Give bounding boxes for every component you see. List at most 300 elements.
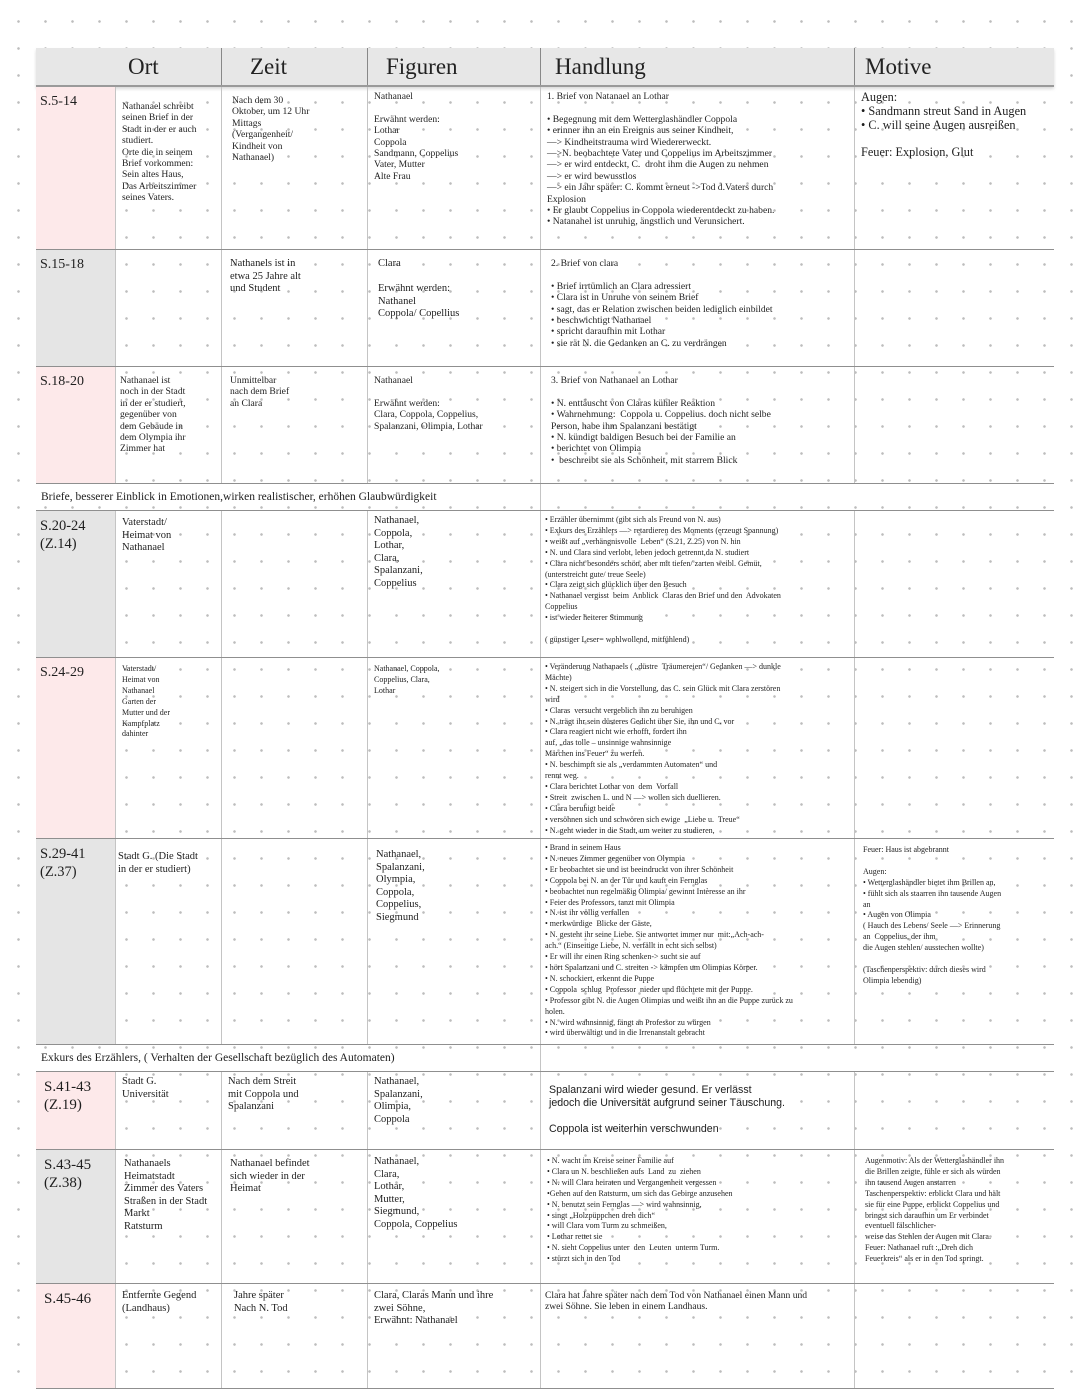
text-line: • Clara reagiert nicht wie erhofft, fordert ihn [545, 727, 687, 737]
text-line: Nathanael) [232, 152, 275, 164]
text-line: • wird überwältigt und in die Irrenanstalt gebracht [545, 1028, 705, 1038]
text-line: Nach dem 30 [232, 95, 284, 106]
page-cell [36, 250, 116, 366]
zeit-text [222, 250, 367, 296]
note-divider [540, 1045, 541, 1071]
figuren-text [368, 658, 540, 697]
text-line: gegenüber von [120, 409, 177, 421]
text-line [551, 269, 850, 280]
page-cell [36, 511, 116, 657]
zeit-text [222, 1150, 367, 1196]
text-line: Nathanael ist [120, 375, 171, 386]
text-line: Nathanael, [374, 1156, 420, 1167]
table-row [36, 658, 1054, 839]
zeit-text [222, 511, 367, 515]
ort-text [116, 839, 221, 876]
ort-text [116, 1284, 221, 1315]
figuren-text [368, 1072, 540, 1126]
text-line: • Lothar rettet sie [547, 1232, 603, 1242]
table-row [36, 511, 1054, 658]
handlung-text [541, 1072, 854, 1136]
motive-cell [855, 1150, 1054, 1283]
text-line: • fühlt sich als staarren ihn tausende Augen [863, 888, 1002, 898]
figuren-cell [368, 1284, 541, 1388]
text-line: Orte die in seinem [122, 146, 193, 158]
text-line: Unmittelbar [230, 375, 277, 386]
motive-cell [855, 367, 1054, 483]
text-line: Heimat von [122, 674, 160, 684]
text-line: • N. beschimpft sie als „verdammten Automaten“ und [545, 760, 718, 770]
text-line: • Er will ihr einen Ring schenken-> sucht sie auf [545, 952, 701, 962]
zeit-cell [222, 87, 368, 249]
text-line [863, 856, 1050, 867]
table-row [36, 87, 1054, 250]
text-line: rennt weg. [545, 771, 579, 781]
text-line: (Landhaus) [122, 1302, 170, 1314]
text-line: Coppola/ Copellius [378, 308, 460, 320]
ort-cell [116, 367, 222, 483]
text-line: Garten der [122, 696, 156, 706]
handlung-cell [541, 250, 855, 366]
text-line: auf, „das tolle – unsinnige wahnsinnige [545, 738, 672, 748]
header-handlung: Handlung [541, 48, 855, 85]
text-line: Clara [378, 258, 401, 269]
text-line: • berichtet von Olimpia [551, 443, 641, 455]
section-note [36, 1045, 1054, 1072]
text-line: • Clara berichtet Lothar von dem Vorfall [545, 781, 679, 791]
text-line: • Feier des Professors, tanzt mit Olimpia [545, 897, 675, 907]
page-range: S.18-20 [40, 374, 84, 389]
text-line: • N. will Clara heiraten und Vergangenheit vergessen [547, 1177, 717, 1187]
text-line: • sagt, das er Relation zwischen beiden lediglich einbildet [551, 303, 773, 315]
text-line: • ist wieder heiterer Stimmung [545, 613, 643, 623]
motive-text [855, 1072, 1054, 1076]
text-line: sie für eine Puppe, erblickt Coppelius und [865, 1199, 1000, 1209]
figuren-text [368, 511, 540, 591]
page-cell [36, 839, 116, 1044]
text-line: Mächte) [545, 672, 572, 682]
ort-text [116, 250, 221, 254]
text-line: • Nathanael vergisst beim Anblick Claras den Brief und den Advokaten [545, 591, 781, 601]
text-line: • Clara beruhigt beide [545, 803, 616, 813]
figuren-cell [368, 367, 541, 483]
page-range: S.41-43 (Z.19) [44, 1079, 92, 1113]
text-line: • weißt auf „verhängnisvolle Leben“ (S.21, Z.25) von N. hin [545, 536, 741, 546]
text-line: Nathanael, Coppola, [374, 664, 440, 673]
text-line: • beschwichtigt Nathanael [551, 315, 652, 327]
text-line: • Streit zwischen L. und N —> wollen sich duellieren. [545, 792, 721, 802]
ort-text [116, 87, 221, 204]
text-line: Alte Frau [374, 170, 411, 182]
handlung-text [541, 367, 854, 466]
text-line: Coppola ist weiterhin verschwunden [549, 1123, 719, 1135]
text-line [549, 1110, 850, 1123]
text-line: Oktober, um 12 Uhr [232, 106, 310, 118]
motive-text [855, 1284, 1054, 1288]
handlung-cell [541, 658, 855, 838]
table-header [36, 48, 1054, 87]
ort-cell [116, 658, 222, 838]
figuren-cell [368, 87, 541, 249]
handlung-text [541, 511, 854, 646]
text-line: Stadt in der er auch [122, 123, 197, 135]
page-range: S.43-45 (Z.38) [44, 1157, 92, 1191]
text-line: seines Vaters. [122, 192, 175, 204]
zeit-cell [222, 1072, 368, 1149]
zeit-text [222, 1072, 367, 1114]
motive-text [855, 367, 1054, 371]
zeit-text [222, 367, 367, 409]
text-line: • spricht daraufhin mit Lothar [551, 326, 666, 338]
text-line: Zimmer des Vaters [124, 1183, 204, 1195]
text-line: • Augen von Olimpia [863, 910, 931, 920]
text-line: —> ein Jahr später: C. kommt erneut ->Tod d.Vaters durch [547, 182, 774, 194]
figuren-cell [368, 250, 541, 366]
motive-text [855, 1150, 1054, 1265]
motive-cell [855, 1072, 1054, 1149]
handlung-text [541, 839, 854, 1039]
figuren-cell [368, 511, 541, 657]
handlung-text [541, 1284, 854, 1313]
text-line [378, 271, 536, 284]
text-line: Ratsturm [124, 1220, 163, 1232]
text-line: • Clara ist in Unruhe von seinem Brief [551, 292, 699, 304]
zeit-text [222, 87, 367, 163]
handlung-cell [541, 1150, 855, 1283]
text-line: Markt [124, 1208, 150, 1220]
text-line: Mutter, [374, 1193, 405, 1205]
zeit-text [222, 839, 367, 843]
text-line: Coppola [374, 136, 407, 148]
page-range: S.15-18 [40, 257, 84, 272]
ort-text [116, 1072, 221, 1101]
text-line: Spalanzani, Olimpia, Lothar [374, 420, 483, 432]
text-line: Feuer: Explosion, Glut [861, 145, 974, 160]
text-line: Person, habe ihm Spalanzani bestätigt [551, 420, 697, 432]
text-line: •Gehen auf den Ratsturm, um sich das Gebirge anzusehen [547, 1188, 733, 1198]
table-row [36, 367, 1054, 484]
ort-cell [116, 87, 222, 249]
header-ort: Ort [36, 48, 222, 85]
text-line: Kindheit von [232, 140, 283, 152]
text-line: • N. trägt ihr sein düsteres Gedicht über Sie, ihn und C. vor [545, 716, 735, 726]
text-line: • singt „Holzpüppchen dreh dich“ [547, 1210, 656, 1220]
text-line [374, 102, 536, 113]
text-line: die Augen stehlen/ ausstechen wollte) [863, 943, 984, 953]
text-line: weise das Stehlen der Augen mit Clara. [865, 1232, 991, 1242]
ort-cell [116, 839, 222, 1044]
text-line: studiert. [122, 135, 154, 147]
text-line: • sie rät N. die Gedanken an C. zu verdrängen [551, 337, 727, 349]
text-line [545, 624, 852, 635]
text-line: Clara, Claras Mann und ihre [374, 1290, 494, 1301]
handlung-cell [541, 87, 855, 249]
text-line: Augen: [861, 90, 898, 104]
text-line: • Er glaubt Coppelius in Coppola wiederentdeckt zu haben. [547, 205, 775, 217]
text-line: • Coppola bei N. an der Tür und kauft ein Fernglas [545, 875, 708, 885]
header-motive: Motive [865, 54, 932, 79]
text-line: mit Coppola und [228, 1088, 299, 1100]
text-line: Siegmund, [374, 1206, 420, 1218]
text-line: sich wieder in der [230, 1170, 305, 1182]
motive-cell [855, 1284, 1054, 1388]
text-line: • beschreibt sie als Schönheit, mit starrem Blick [551, 454, 738, 466]
table-row [36, 250, 1054, 367]
header-zeit: Zeit [222, 48, 368, 85]
text-line: • Erzähler übernimmt (gibt sich als Freund von N. aus) [545, 515, 721, 524]
page-cell [36, 1072, 116, 1149]
text-line: • Coppola schlug Professor nieder und flüchtete mit der Puppe. [545, 984, 753, 994]
zeit-text [222, 658, 367, 662]
text-line: Feuer: Nathanael ruft :„Dreh dich [865, 1243, 973, 1253]
text-line: Heimat von [122, 529, 172, 541]
text-line: wird [545, 694, 560, 704]
text-line: Coppelius [374, 577, 417, 589]
text-line: Coppola, [374, 527, 413, 539]
handlung-cell [541, 367, 855, 483]
header-figuren: Figuren [368, 48, 541, 85]
zeit-cell [222, 367, 368, 483]
table-row [36, 1150, 1054, 1284]
text-line: dem Olympia ihr [120, 432, 186, 444]
text-line: Spalanzani, [374, 1088, 423, 1100]
text-line: seinen Brief in der [122, 112, 194, 124]
text-line: Nathanael [374, 91, 413, 102]
text-line: Taschenperspektiv: erblickt Clara und hält [865, 1188, 1001, 1198]
text-line: • N. neues Zimmer gegenüber von Olympia [545, 853, 685, 863]
text-line: Olimpia lebendig) [863, 975, 922, 985]
text-line: Coppola [374, 1113, 410, 1125]
ort-text [116, 367, 221, 455]
text-line: • C. will seine Augen ausreißen [861, 117, 1016, 132]
text-line: • Brand in seinem Haus [545, 843, 621, 852]
text-line: • will Clara vom Turm zu schmeißen, [547, 1221, 667, 1231]
text-line: Nathanels ist in [230, 258, 296, 269]
zeit-cell [222, 658, 368, 838]
text-line: Augenmotiv: Als der Wetterglashändler ihn [865, 1156, 1005, 1165]
figuren-text [368, 839, 540, 925]
motive-cell [855, 511, 1054, 657]
text-line: • hört Spalanzani und C. streiten -> kämpfen um Olimpias Körper. [545, 962, 758, 972]
page-cell [36, 1150, 116, 1283]
text-line: 3. Brief von Nathanael an Lothar [551, 375, 678, 386]
text-line: Nathanael [122, 685, 155, 695]
motive-text [855, 511, 1054, 515]
text-line: Stadt G. [122, 1076, 157, 1087]
zeit-cell [222, 1150, 368, 1283]
motive-cell [855, 839, 1054, 1044]
text-line [547, 102, 850, 113]
figuren-cell [368, 1150, 541, 1283]
text-line: Mutter und der [122, 707, 170, 717]
text-line: Vaterstadt/ [122, 517, 167, 528]
text-line: Spalanzani [228, 1101, 275, 1113]
text-line: • Wetterglashändler bietet ihm Brillen an, [863, 877, 996, 887]
table-row [36, 1072, 1054, 1150]
text-line: Märchen ins Feuer“ zu werfen. [545, 749, 645, 759]
text-line: • versöhnen sich und schwören sich ewige „Liebe u. Treue“ [545, 814, 740, 824]
handlung-text [541, 87, 854, 228]
text-line [374, 386, 536, 397]
text-line: Olympia, [376, 874, 416, 886]
figuren-cell [368, 658, 541, 838]
figuren-text [368, 250, 540, 321]
text-line: Coppelius, [376, 899, 422, 911]
text-line: jedoch die Universität aufgrund seiner Täuschung. [549, 1097, 785, 1109]
ort-cell [116, 1150, 222, 1283]
text-line: ( günstiger Leser= wohlwollend, mitfühlend) [545, 634, 690, 644]
text-line: Spalanzani, [376, 861, 425, 873]
figuren-text [368, 1284, 540, 1328]
text-line: zwei Söhne, [374, 1302, 426, 1314]
text-line: Lothar, [374, 540, 405, 552]
text-line: Nathanael [122, 542, 165, 554]
handlung-text [541, 658, 854, 837]
text-line: • Exkurs des Erzählers —> retardieren des Moments (erzeugt Spannung) [545, 525, 779, 535]
text-line: Brief vorkommen: [122, 158, 194, 170]
zeit-cell [222, 1284, 368, 1388]
text-line: dahinter [122, 729, 149, 739]
text-line: Vaterstadt/ [122, 664, 157, 673]
text-line: ihn tausend Augen anstarren [865, 1177, 956, 1187]
motive-cell [855, 658, 1054, 838]
text-line: • erinner ihn an ein Ereignis aus seiner Kindheit, [547, 125, 734, 137]
ort-text [116, 1150, 221, 1234]
text-line: Kampfplatz [122, 718, 160, 728]
text-line: —> er wird bewusstlos [547, 170, 637, 182]
text-line: Heimatstadt [124, 1170, 175, 1182]
text-line: zwei Söhne. Sie leben in einem Landhaus. [545, 1301, 708, 1313]
section-note-text: Briefe, besserer Einblick in Emotionen,wirken realistischer, erhöhen Glaubwürdigkeit [41, 491, 437, 503]
handlung-text [541, 250, 854, 349]
ort-cell [116, 511, 222, 657]
text-line: Nathanael, [376, 849, 422, 860]
text-line: nach dem Brief [230, 386, 290, 398]
text-line: ach.“ (Einseitige Liebe, N. verfällt in echt sich selbst) [545, 941, 717, 951]
motive-text [855, 839, 1054, 987]
zeit-cell [222, 250, 368, 366]
handlung-cell [541, 511, 855, 657]
text-line: Universität [122, 1088, 169, 1100]
text-line: • N. ist ihr völlig verfallen [545, 908, 630, 918]
text-line: • beobachtet nun regelmäßig Olimpia/ gewinnt Intèresse an ihr [545, 886, 746, 896]
text-line: • Sandmann streut Sand in Augen [861, 103, 1027, 118]
figuren-cell [368, 839, 541, 1044]
text-line: • Er beobachtet sie und ist beeindruckt von ihrer Schönheit [545, 864, 734, 874]
text-line: Straßen in der Stadt [124, 1195, 208, 1207]
ort-cell [116, 1284, 222, 1388]
text-line: 2. Brief von clara [551, 258, 619, 269]
text-line: Coppola, Coppelius [374, 1218, 458, 1230]
motive-cell [855, 250, 1054, 366]
text-line: Coppelius [545, 602, 578, 612]
text-line: • Clara zeigt sich glücklich über den Besuch [545, 580, 687, 590]
text-line: (Taschenperspektiv: durch dieses wird [863, 964, 986, 974]
text-line: Nathanael [374, 375, 413, 386]
text-line: noch in der Stadt [120, 386, 186, 398]
text-line: Nach N. Tod [234, 1302, 288, 1314]
text-line: Spalanzani wird wieder gesund. Er verlässt [549, 1084, 752, 1096]
text-line: die Brillen zeigte, fühle er sich als würden [865, 1166, 1001, 1176]
text-line: (Vergangenheit/ [232, 129, 294, 141]
text-line: Sein altes Haus, [122, 169, 184, 181]
text-line: Erwähnt werden: [378, 283, 451, 295]
text-line: Siegmund [376, 911, 419, 923]
handlung-text [541, 1150, 854, 1265]
text-line: Sandmann, Coppelius [374, 148, 459, 160]
text-line: Feuer: Haus ist abgebrannt [863, 845, 949, 854]
text-line: • N. wird wahnsinnig, fängt an Professor zu würgen [545, 1017, 711, 1027]
note-divider [540, 484, 541, 510]
text-line: Das Arbeitszimmer [122, 180, 197, 192]
text-line: an Coppelius, der ihm [863, 932, 936, 942]
text-line: • Veränderung Nathanaels ( „düstre Träumereien“/ Gedanken —> dunkle [545, 662, 781, 671]
text-line: • N. steigert sich in die Vorstellung, das C. sein Glück mit Clara zerstören [545, 683, 781, 693]
page-cell [36, 367, 116, 483]
text-line: • N. sieht Coppelius unter den Leuten unterm Turm. [547, 1243, 720, 1253]
text-line: an [863, 899, 871, 909]
figuren-cell [368, 1072, 541, 1149]
text-line: Nathanael, [374, 1076, 420, 1087]
text-line: • Brief irrtümlich an Clara adressiert [551, 280, 692, 292]
page-range: S.5-14 [40, 94, 77, 109]
text-line: • stürzt sich in den Tod [547, 1254, 621, 1264]
text-line: in der er studiert) [118, 863, 191, 875]
page-range: S.20-24 (Z.14) [40, 518, 86, 552]
text-line: Clara, [374, 1168, 400, 1180]
text-line: —> er wird entdeckt, C. droht ihm die Augen zu nehmen [547, 159, 769, 171]
text-line: • N. kündigt baldigen Besuch bei der Familie an [551, 432, 736, 444]
figuren-text [368, 87, 540, 182]
handlung-cell [541, 1284, 855, 1388]
text-line: bringst sich daraufhin um Er verbindet [865, 1210, 989, 1220]
text-line: • N. benutzt sein Fernglas —> wird wahnsinnig, [547, 1199, 702, 1209]
text-line: Explosion [547, 193, 586, 205]
handlung-cell [541, 1072, 855, 1149]
text-line: Heimat [230, 1183, 261, 1195]
text-line: Clara, Coppola, Coppelius, [374, 409, 479, 421]
motive-text [855, 658, 1054, 662]
handlung-cell [541, 839, 855, 1044]
zeit-text [222, 1284, 367, 1315]
text-line: ( Hauch des Lebens/ Seele —> Erinnerung [863, 921, 1001, 931]
text-line: Nathanel [378, 295, 416, 307]
text-line: Nathanael befindet [230, 1158, 310, 1169]
text-line: Clara, [374, 552, 400, 564]
page-cell [36, 658, 116, 838]
text-line: Coppelius, Clara, [374, 674, 430, 684]
figuren-text [368, 367, 540, 432]
text-line: Entfernte Gegend [122, 1290, 197, 1301]
text-line: Lothar, [374, 1181, 405, 1193]
text-line: Zimmer hat [120, 443, 166, 455]
text-line: holen. [545, 1006, 565, 1016]
text-line: Stadt G. (Die Stadt [118, 851, 198, 862]
text-line: • Clara un N. beschließen aufs Land zu ziehen [547, 1166, 701, 1176]
text-line: dem Gebäude in [120, 420, 183, 432]
text-line: Coppola, [376, 886, 415, 898]
text-line: Lothar [374, 125, 400, 137]
text-line: Spalanzani, [374, 565, 423, 577]
text-line: • Wahrnehmung: Coppola u. Coppelius. doch nicht selbe [551, 409, 771, 421]
text-line: • Natanahel ist unruhig, ängstlich und Verunsichert. [547, 216, 745, 228]
text-line: etwa 25 Jahre alt [230, 270, 301, 282]
text-line: (unterstreicht gute/ treue Seele) [545, 569, 646, 579]
text-line: Lothar [374, 685, 396, 695]
page-cell [36, 87, 116, 249]
text-line: Erwähnt werden: [374, 113, 440, 125]
page-cell [36, 1284, 116, 1388]
